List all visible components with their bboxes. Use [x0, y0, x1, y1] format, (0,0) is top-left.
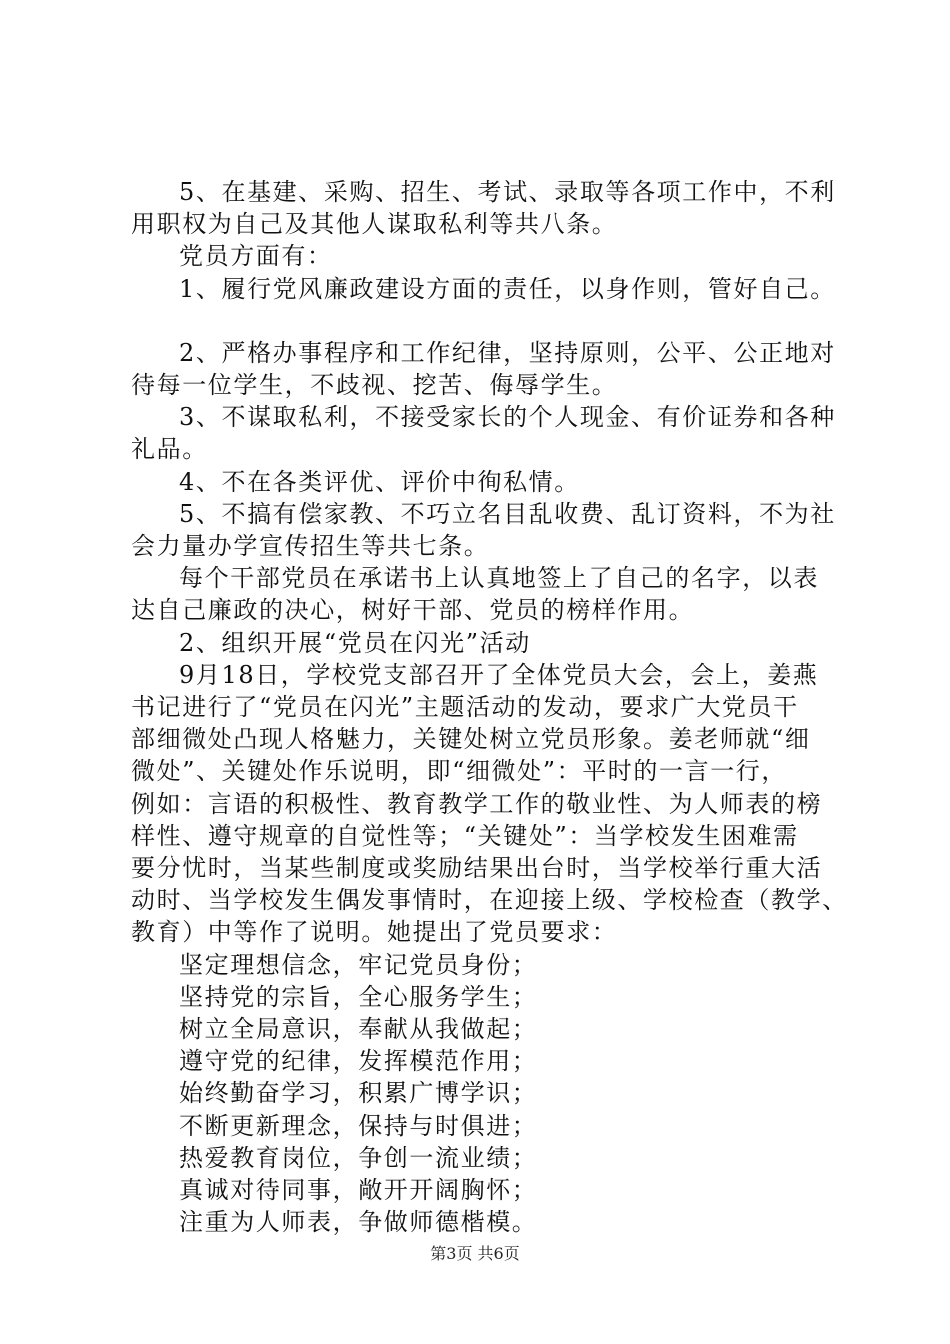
text-line: 4、不在各类评优、评价中徇私情。 [179, 467, 580, 496]
text-line: 遵守党的纪律，发挥模范作用； [179, 1047, 538, 1076]
text-line: 9月18日，学校党支部召开了全体党员大会，会上，姜燕 [179, 660, 819, 689]
text-line: 书记进行了“党员在闪光”主题活动的发动，要求广大党员干 [131, 693, 799, 722]
text-line: 礼品。 [131, 435, 208, 464]
text-line: 动时、当学校发生偶发事情时，在迎接上级、学校检查（教学、 [131, 886, 848, 915]
text-line: 3、不谋取私利，不接受家长的个人现金、有价证券和各种 [179, 403, 836, 432]
text-line: 例如：言语的积极性、教育教学工作的敬业性、为人师表的榜 [131, 789, 823, 818]
text-line: 坚持党的宗旨，全心服务学生； [179, 982, 538, 1011]
text-line: 样性、遵守规章的自觉性等；“关键处”：当学校发生困难需 [131, 821, 799, 850]
text-line: 微处”、关键处作乐说明，即“细微处”：平时的一言一行， [131, 757, 788, 786]
text-line: 不断更新理念，保持与时俱进； [179, 1111, 538, 1140]
text-line: 每个干部党员在承诺书上认真地签上了自己的名字，以表 [179, 564, 819, 593]
text-line: 真诚对待同事，敞开开阔胸怀； [179, 1176, 538, 1205]
page-footer: 第3页 共6页 [430, 1244, 520, 1263]
text-line: 5、在基建、采购、招生、考试、录取等各项工作中，不利 [179, 178, 836, 206]
text-line: 会力量办学宣传招生等共七条。 [131, 532, 490, 561]
text-line: 用职权为自己及其他人谋取私利等共八条。 [131, 210, 618, 239]
text-line: 树立全局意识，奉献从我做起； [179, 1015, 538, 1044]
text-line: 待每一位学生，不歧视、挖苦、侮辱学生。 [131, 371, 618, 400]
text-line: 5、不搞有偿家教、不巧立名目乱收费、乱订资料，不为社 [179, 499, 836, 528]
text-line: 热爱教育岗位，争创一流业绩； [179, 1143, 538, 1172]
text-line: 2、组织开展“党员在闪光”活动 [179, 628, 531, 657]
blank-line [131, 305, 851, 337]
text-line: 坚定理想信念，牢记党员身份； [179, 950, 538, 979]
text-line: 党员方面有： [179, 242, 333, 271]
text-line: 2、严格办事程序和工作纪律，坚持原则，公平、公正地对 [179, 338, 836, 367]
text-line: 部细微处凸现人格魅力，关键处树立党员形象。姜老师就“细 [131, 725, 811, 754]
document-body [131, 176, 851, 1239]
text-line: 始终勤奋学习，积累广博学识； [179, 1079, 538, 1108]
text-line: 教育）中等作了说明。她提出了党员要求： [131, 918, 618, 947]
text-line: 要分忧时，当某些制度或奖励结果出台时，当学校举行重大活 [131, 854, 823, 883]
text-line: 达自己廉政的决心，树好干部、党员的榜样作用。 [131, 596, 695, 625]
text-line: 注重为人师表，争做师德楷模。 [179, 1208, 538, 1237]
text-line: 1、履行党风廉政建设方面的责任，以身作则，管好自己。 [179, 274, 836, 303]
